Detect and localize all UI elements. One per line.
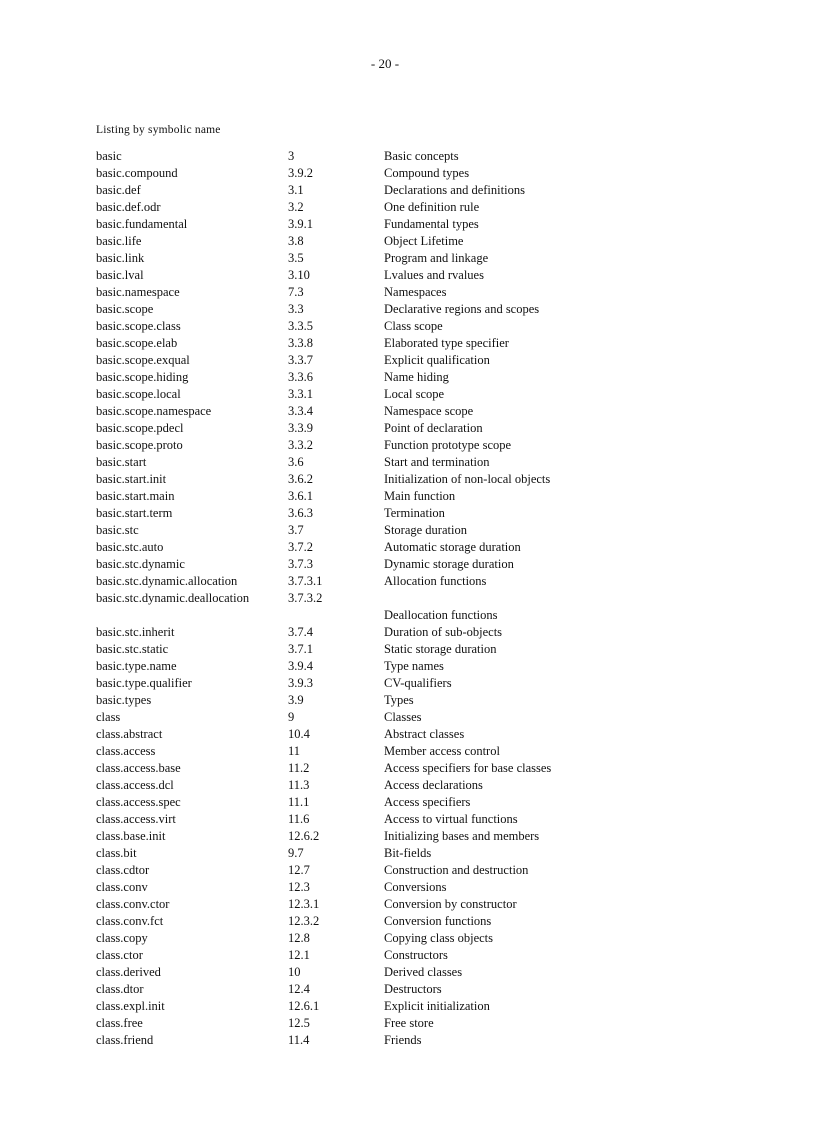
listing-row xyxy=(96,301,736,318)
clause-number: 12.7 xyxy=(288,863,310,877)
section-title: Access to virtual functions xyxy=(384,812,518,826)
symbolic-name: basic xyxy=(96,149,122,163)
listing-row xyxy=(96,437,736,454)
section-title: Basic concepts xyxy=(384,149,459,163)
listing-row xyxy=(96,386,736,403)
symbolic-name: basic.scope.pdecl xyxy=(96,421,184,435)
symbolic-name: class.conv xyxy=(96,880,148,894)
clause-number: 3.6.3 xyxy=(288,506,313,520)
symbolic-name: basic.stc.inherit xyxy=(96,625,175,639)
listing-row xyxy=(96,777,736,794)
section-title: Derived classes xyxy=(384,965,463,979)
section-title: Class scope xyxy=(384,319,443,333)
section-title: Static storage duration xyxy=(384,642,497,656)
symbolic-name: basic.scope.namespace xyxy=(96,404,212,418)
clause-number: 3.6.1 xyxy=(288,489,313,503)
listing-row xyxy=(96,454,736,471)
listing-row xyxy=(96,879,736,896)
clause-number: 9 xyxy=(288,710,295,724)
listing-row xyxy=(96,998,736,1015)
section-title: Program and linkage xyxy=(384,251,489,265)
listing-row xyxy=(96,675,736,692)
symbolic-name: basic.start xyxy=(96,455,147,469)
listing-row xyxy=(96,658,736,675)
section-title: Free store xyxy=(384,1016,434,1030)
clause-number: 3.5 xyxy=(288,251,304,265)
clause-number: 3.3.8 xyxy=(288,336,313,350)
symbolic-name: class.access.virt xyxy=(96,812,176,826)
listing-row xyxy=(96,1015,736,1032)
listing-row xyxy=(96,216,736,233)
listing-row xyxy=(96,981,736,998)
clause-number: 11.2 xyxy=(288,761,310,775)
listing-row xyxy=(96,896,736,913)
listing-row xyxy=(96,726,736,743)
section-title: One definition rule xyxy=(384,200,480,214)
symbolic-name: class.copy xyxy=(96,931,148,945)
clause-number: 3 xyxy=(288,149,295,163)
symbolic-name: basic.stc.dynamic.deallocation xyxy=(96,591,250,605)
clause-number: 3.7.3 xyxy=(288,557,313,571)
clause-number: 3.7.1 xyxy=(288,642,313,656)
symbolic-name: basic.def.odr xyxy=(96,200,161,214)
section-title: Compound types xyxy=(384,166,470,180)
symbolic-name: class.bit xyxy=(96,846,137,860)
section-title: Lvalues and rvalues xyxy=(384,268,484,282)
symbolic-name: class.access.spec xyxy=(96,795,181,809)
clause-number: 3.9.3 xyxy=(288,676,313,690)
section-title: Conversion functions xyxy=(384,914,492,928)
symbolic-name: basic.type.qualifier xyxy=(96,676,192,690)
symbolic-name: basic.scope.elab xyxy=(96,336,178,350)
section-title: Storage duration xyxy=(384,523,467,537)
clause-number: 3.9.1 xyxy=(288,217,313,231)
listing-row xyxy=(96,539,736,556)
listing-row xyxy=(96,692,736,709)
clause-number: 3.3.1 xyxy=(288,387,313,401)
symbolic-name: basic.compound xyxy=(96,166,178,180)
symbolic-name: basic.scope.local xyxy=(96,387,181,401)
section-title: Construction and destruction xyxy=(384,863,529,877)
clause-number: 3.3.5 xyxy=(288,319,313,333)
section-title: Initialization of non-local objects xyxy=(384,472,551,486)
listing-row xyxy=(96,947,736,964)
symbolic-name: basic.start.init xyxy=(96,472,167,486)
section-title: Main function xyxy=(384,489,456,503)
symbolic-name-listing xyxy=(96,148,736,1049)
section-title: Friends xyxy=(384,1033,422,1047)
listing-row xyxy=(96,165,736,182)
symbolic-name: basic.scope.exqual xyxy=(96,353,190,367)
listing-row xyxy=(96,590,736,624)
section-title: Automatic storage duration xyxy=(384,540,521,554)
symbolic-name: basic.def xyxy=(96,183,141,197)
clause-number: 3.6.2 xyxy=(288,472,313,486)
section-title: Type names xyxy=(384,659,444,673)
section-title: Initializing bases and members xyxy=(384,829,540,843)
clause-number: 12.5 xyxy=(288,1016,310,1030)
clause-number: 3.3.9 xyxy=(288,421,313,435)
listing-row xyxy=(96,811,736,828)
section-title: Member access control xyxy=(384,744,500,758)
symbolic-name: basic.stc xyxy=(96,523,139,537)
symbolic-name: class.dtor xyxy=(96,982,144,996)
symbolic-name: class.access.dcl xyxy=(96,778,174,792)
section-title: Namespace scope xyxy=(384,404,474,418)
page-number: - 20 - xyxy=(370,56,400,71)
clause-number: 3.6 xyxy=(288,455,304,469)
clause-number: 12.3 xyxy=(288,880,310,894)
symbolic-name: basic.scope.proto xyxy=(96,438,183,452)
clause-number: 12.3.1 xyxy=(288,897,320,911)
section-title: Start and termination xyxy=(384,455,490,469)
clause-number: 3.2 xyxy=(288,200,304,214)
clause-number: 11 xyxy=(288,744,301,758)
section-title: Point of declaration xyxy=(384,421,483,435)
clause-number: 11.6 xyxy=(288,812,310,826)
listing-row xyxy=(96,709,736,726)
symbolic-name: class.free xyxy=(96,1016,143,1030)
listing-row xyxy=(96,573,736,590)
section-title: Bit-fields xyxy=(384,846,432,860)
symbolic-name: basic.start.term xyxy=(96,506,173,520)
listing-row xyxy=(96,182,736,199)
symbolic-name: class.conv.fct xyxy=(96,914,164,928)
section-title: Destructors xyxy=(384,982,442,996)
listing-row xyxy=(96,352,736,369)
symbolic-name: basic.type.name xyxy=(96,659,177,673)
listing-row xyxy=(96,964,736,981)
listing-row xyxy=(96,556,736,573)
section-title: Local scope xyxy=(384,387,445,401)
section-title: Types xyxy=(384,693,414,707)
section-title: Constructors xyxy=(384,948,448,962)
clause-number: 3.7.3.1 xyxy=(288,574,323,588)
symbolic-name: basic.namespace xyxy=(96,285,180,299)
listing-row xyxy=(96,335,736,352)
clause-number: 3.9.2 xyxy=(288,166,313,180)
listing-row xyxy=(96,369,736,386)
clause-number: 11.3 xyxy=(288,778,310,792)
section-title: Explicit qualification xyxy=(384,353,490,367)
section-title: Classes xyxy=(384,710,422,724)
listing-row xyxy=(96,250,736,267)
section-title: Termination xyxy=(384,506,445,520)
section-title: Fundamental types xyxy=(384,217,479,231)
clause-number: 3.7.3.2 xyxy=(288,591,323,605)
listing-row xyxy=(96,743,736,760)
clause-number: 9.7 xyxy=(288,846,304,860)
listing-row xyxy=(96,913,736,930)
listing-row xyxy=(96,233,736,250)
section-heading: Listing by symbolic name xyxy=(96,124,221,136)
listing-row xyxy=(96,828,736,845)
clause-number: 3.3.2 xyxy=(288,438,313,452)
listing-row xyxy=(96,420,736,437)
listing-row xyxy=(96,641,736,658)
section-title: Explicit initialization xyxy=(384,999,490,1013)
symbolic-name: basic.lval xyxy=(96,268,144,282)
clause-number: 3.7.4 xyxy=(288,625,313,639)
symbolic-name: basic.fundamental xyxy=(96,217,188,231)
clause-number: 12.8 xyxy=(288,931,310,945)
section-title: Access declarations xyxy=(384,778,483,792)
section-title: Declarative regions and scopes xyxy=(384,302,540,316)
section-title: Duration of sub-objects xyxy=(384,625,503,639)
symbolic-name: basic.types xyxy=(96,693,152,707)
clause-number: 3.8 xyxy=(288,234,304,248)
symbolic-name: class.conv.ctor xyxy=(96,897,170,911)
clause-number: 10 xyxy=(288,965,301,979)
section-title: Namespaces xyxy=(384,285,447,299)
section-title: Conversions xyxy=(384,880,447,894)
section-title: Function prototype scope xyxy=(384,438,512,452)
symbolic-name: basic.life xyxy=(96,234,142,248)
listing-row xyxy=(96,624,736,641)
section-title: Access specifiers xyxy=(384,795,471,809)
section-title: Access specifiers for base classes xyxy=(384,761,552,775)
section-title: Deallocation functions xyxy=(384,608,498,622)
symbolic-name: class.derived xyxy=(96,965,161,979)
section-title: Name hiding xyxy=(384,370,449,384)
symbolic-name: basic.stc.static xyxy=(96,642,169,656)
symbolic-name: class.friend xyxy=(96,1033,154,1047)
listing-row xyxy=(96,471,736,488)
clause-number: 3.7 xyxy=(288,523,304,537)
symbolic-name: class.expl.init xyxy=(96,999,165,1013)
symbolic-name: basic.link xyxy=(96,251,145,265)
clause-number: 11.4 xyxy=(288,1033,310,1047)
clause-number: 11.1 xyxy=(288,795,310,809)
symbolic-name: class.abstract xyxy=(96,727,163,741)
clause-number: 12.6.1 xyxy=(288,999,320,1013)
listing-row xyxy=(96,845,736,862)
clause-number: 3.7.2 xyxy=(288,540,313,554)
symbolic-name: class.base.init xyxy=(96,829,166,843)
section-title: Conversion by constructor xyxy=(384,897,517,911)
clause-number: 12.6.2 xyxy=(288,829,320,843)
symbolic-name: basic.scope.class xyxy=(96,319,181,333)
symbolic-name: basic.stc.dynamic xyxy=(96,557,185,571)
clause-number: 12.1 xyxy=(288,948,310,962)
listing-row xyxy=(96,199,736,216)
symbolic-name: basic.stc.auto xyxy=(96,540,164,554)
clause-number: 12.3.2 xyxy=(288,914,320,928)
listing-row xyxy=(96,488,736,505)
listing-row xyxy=(96,267,736,284)
listing-row xyxy=(96,794,736,811)
section-title: Allocation functions xyxy=(384,574,487,588)
symbolic-name: class.access.base xyxy=(96,761,181,775)
clause-number: 3.1 xyxy=(288,183,304,197)
symbolic-name: basic.stc.dynamic.allocation xyxy=(96,574,238,588)
symbolic-name: class.access xyxy=(96,744,156,758)
listing-row xyxy=(96,284,736,301)
clause-number: 7.3 xyxy=(288,285,304,299)
clause-number: 3.9.4 xyxy=(288,659,313,673)
listing-row xyxy=(96,318,736,335)
section-title: Declarations and definitions xyxy=(384,183,525,197)
symbolic-name: class.ctor xyxy=(96,948,143,962)
clause-number: 3.3.6 xyxy=(288,370,313,384)
listing-row xyxy=(96,522,736,539)
listing-row xyxy=(96,403,736,420)
symbolic-name: basic.scope.hiding xyxy=(96,370,189,384)
listing-row xyxy=(96,1032,736,1049)
clause-number: 3.10 xyxy=(288,268,310,282)
listing-row xyxy=(96,760,736,777)
section-title: CV-qualifiers xyxy=(384,676,452,690)
clause-number: 3.3.4 xyxy=(288,404,313,418)
listing-row xyxy=(96,148,736,165)
section-title: Copying class objects xyxy=(384,931,494,945)
symbolic-name: class xyxy=(96,710,121,724)
clause-number: 12.4 xyxy=(288,982,310,996)
listing-row xyxy=(96,862,736,879)
symbolic-name: class.cdtor xyxy=(96,863,150,877)
section-title: Object Lifetime xyxy=(384,234,464,248)
section-title: Abstract classes xyxy=(384,727,465,741)
listing-row xyxy=(96,930,736,947)
section-title: Elaborated type specifier xyxy=(384,336,509,350)
symbolic-name: basic.scope xyxy=(96,302,154,316)
clause-number: 10.4 xyxy=(288,727,310,741)
clause-number: 3.3 xyxy=(288,302,304,316)
symbolic-name: basic.start.main xyxy=(96,489,175,503)
section-title: Dynamic storage duration xyxy=(384,557,514,571)
clause-number: 3.3.7 xyxy=(288,353,313,367)
clause-number: 3.9 xyxy=(288,693,304,707)
listing-row xyxy=(96,505,736,522)
